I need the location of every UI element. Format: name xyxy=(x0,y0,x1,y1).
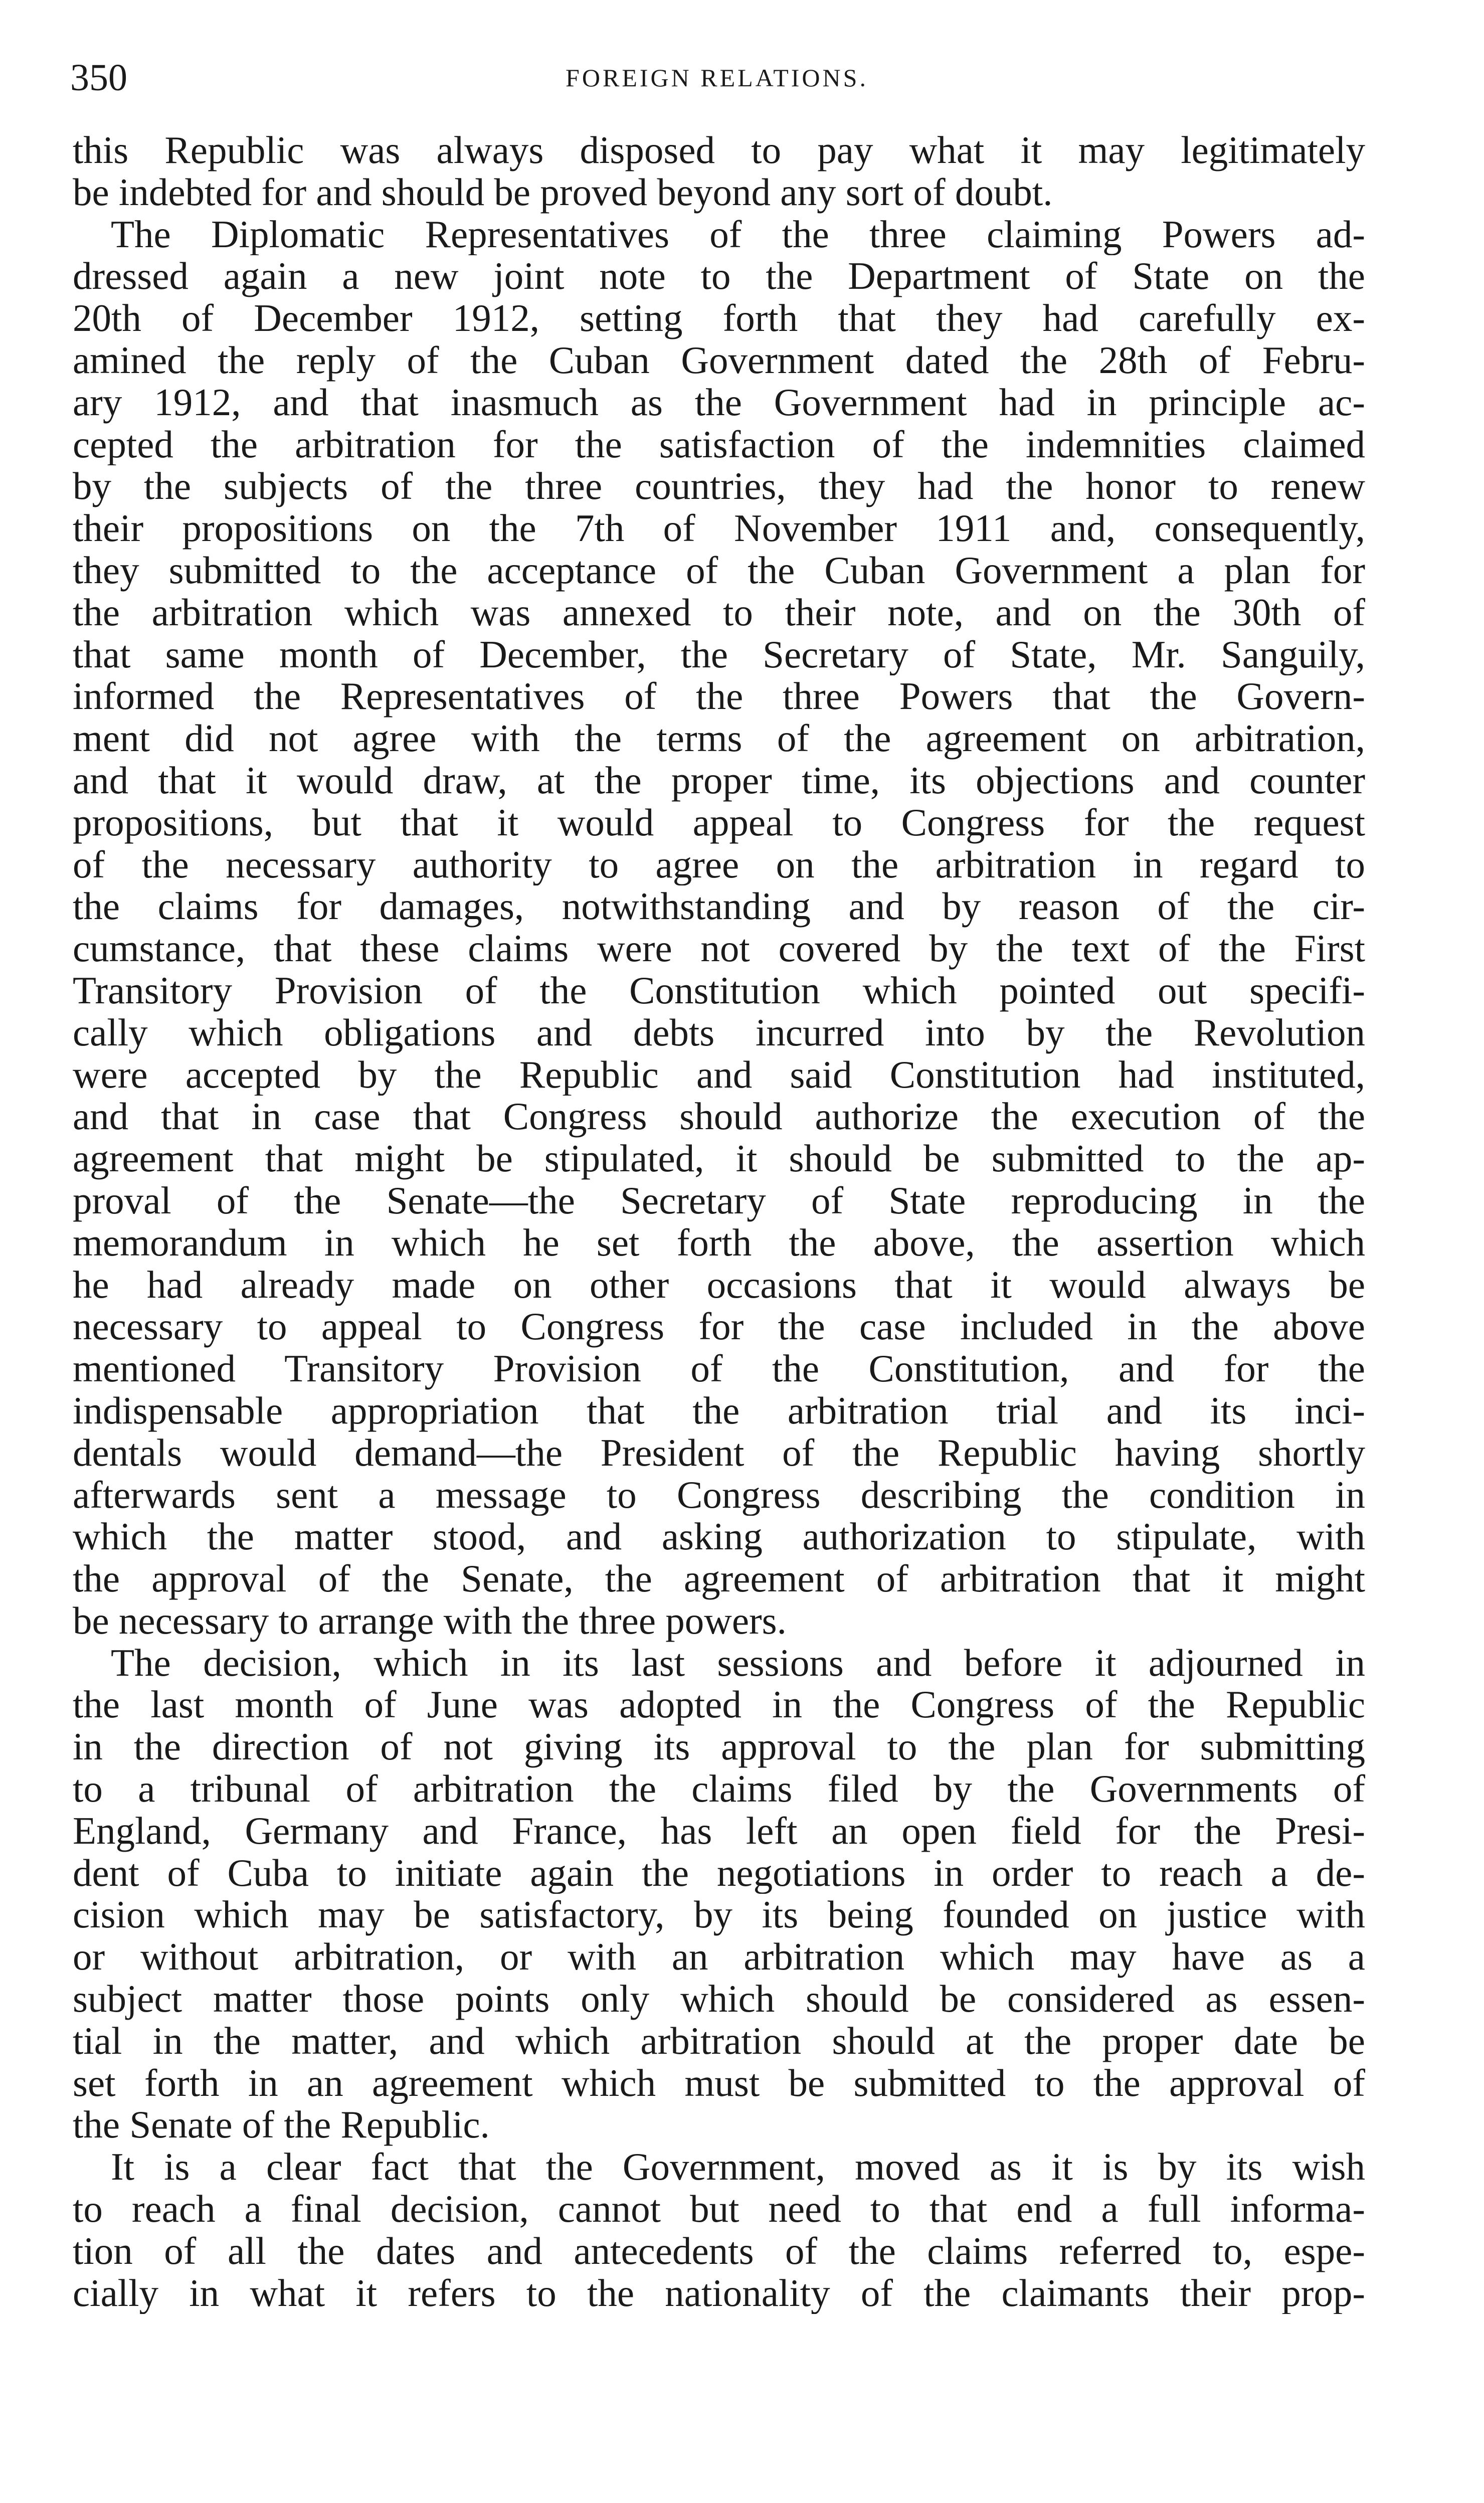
text-line: the claims for damages, notwithstanding and by reason of the cir- xyxy=(73,885,1365,928)
text-line: be necessary to arrange with the three powers. xyxy=(73,1599,787,1642)
running-head xyxy=(70,50,1364,105)
text-line: propositions, but that it would appeal to Congress for the request xyxy=(73,801,1365,844)
text-line: or without arbitration, or with an arbitration which may have as a xyxy=(73,1936,1365,1979)
text-line: be indebted for and should be proved beyond any sort of doubt. xyxy=(73,171,1053,214)
text-line: Transitory Provision of the Constitution which pointed out specifi- xyxy=(73,969,1365,1012)
text-line: the last month of June was adopted in the Congress of the Republic xyxy=(73,1684,1365,1726)
text-line: their propositions on the 7th of November 1911 and, consequently, xyxy=(73,507,1365,550)
text-line: of the necessary authority to agree on the arbitration in regard to xyxy=(73,843,1365,886)
text-line: ary 1912, and that inasmuch as the Government had in principle ac- xyxy=(73,381,1365,424)
running-title: FOREIGN RELATIONS. xyxy=(566,64,868,92)
text-line: the arbitration which was annexed to their note, and on the 30th of xyxy=(73,591,1365,634)
text-line: this Republic was always disposed to pay what it may legitimately xyxy=(73,129,1365,171)
text-line: ment did not agree with the terms of the agreement on arbitration, xyxy=(73,718,1365,760)
text-line: to a tribunal of arbitration the claims filed by the Governments of xyxy=(73,1768,1365,1810)
text-line: which the matter stood, and asking authorization to stipulate, with xyxy=(73,1516,1365,1558)
paragraph-start-line: It is a clear fact that the Government, moved as it is by its wish xyxy=(111,2146,1365,2189)
text-line: to reach a final decision, cannot but need to that end a full informa- xyxy=(73,2188,1365,2230)
text-line: in the direction of not giving its approval to the plan for submitting xyxy=(73,1726,1365,1768)
paragraph-start-line: The Diplomatic Representatives of the three claiming Powers ad- xyxy=(111,213,1365,256)
body-text xyxy=(73,129,1365,2314)
text-line: England, Germany and France, has left an open field for the Presi- xyxy=(73,1810,1365,1852)
text-line: amined the reply of the Cuban Government dated the 28th of Febru- xyxy=(73,339,1365,382)
text-line: 20th of December 1912, setting forth that they had carefully ex- xyxy=(73,297,1365,339)
paragraph-start-line: The decision, which in its last sessions and before it adjourned in xyxy=(111,1642,1365,1684)
text-line: cially in what it refers to the nationality of the claimants their prop- xyxy=(73,2272,1365,2314)
page-number: 350 xyxy=(70,57,127,99)
text-line: dressed again a new joint note to the Department of State on the xyxy=(73,255,1365,298)
text-line: afterwards sent a message to Congress describing the condition in xyxy=(73,1474,1365,1516)
text-line: they submitted to the acceptance of the Cuban Government a plan for xyxy=(73,549,1365,592)
text-line: tial in the matter, and which arbitration should at the proper date be xyxy=(73,2020,1365,2062)
text-line: and that in case that Congress should authorize the execution of the xyxy=(73,1096,1365,1138)
text-line: and that it would draw, at the proper time, its objections and counter xyxy=(73,759,1365,802)
text-line: mentioned Transitory Provision of the Constitution, and for the xyxy=(73,1348,1365,1390)
text-line: dent of Cuba to initiate again the negotiations in order to reach a de- xyxy=(73,1852,1365,1894)
text-line: dentals would demand—the President of the Republic having shortly xyxy=(73,1432,1365,1474)
text-line: subject matter those points only which should be considered as essen- xyxy=(73,1978,1365,2020)
text-line: cepted the arbitration for the satisfaction of the indemnities claimed xyxy=(73,423,1365,466)
text-line: were accepted by the Republic and said Constitution had instituted, xyxy=(73,1053,1365,1096)
text-line: proval of the Senate—the Secretary of State reproducing in the xyxy=(73,1179,1365,1222)
text-line: he had already made on other occasions that it would always be xyxy=(73,1264,1365,1306)
text-line: the Senate of the Republic. xyxy=(73,2104,490,2147)
text-line: agreement that might be stipulated, it should be submitted to the ap- xyxy=(73,1138,1365,1180)
text-line: the approval of the Senate, the agreement of arbitration that it might xyxy=(73,1558,1365,1600)
text-line: cally which obligations and debts incurred into by the Revolution xyxy=(73,1011,1365,1054)
text-line: cision which may be satisfactory, by its being founded on justice with xyxy=(73,1894,1365,1936)
text-line: indispensable appropriation that the arbitration trial and its inci- xyxy=(73,1389,1365,1432)
text-line: cumstance, that these claims were not covered by the text of the First xyxy=(73,928,1365,970)
text-line: informed the Representatives of the three Powers that the Govern- xyxy=(73,675,1365,718)
text-line: memorandum in which he set forth the above, the assertion which xyxy=(73,1221,1365,1264)
text-line: set forth in an agreement which must be submitted to the approval of xyxy=(73,2062,1365,2104)
text-line: that same month of December, the Secretary of State, Mr. Sanguily, xyxy=(73,633,1365,676)
text-line: by the subjects of the three countries, they had the honor to renew xyxy=(73,465,1365,508)
text-line: tion of all the dates and antecedents of the claims referred to, espe- xyxy=(73,2230,1365,2272)
text-line: necessary to appeal to Congress for the case included in the above xyxy=(73,1306,1365,1348)
